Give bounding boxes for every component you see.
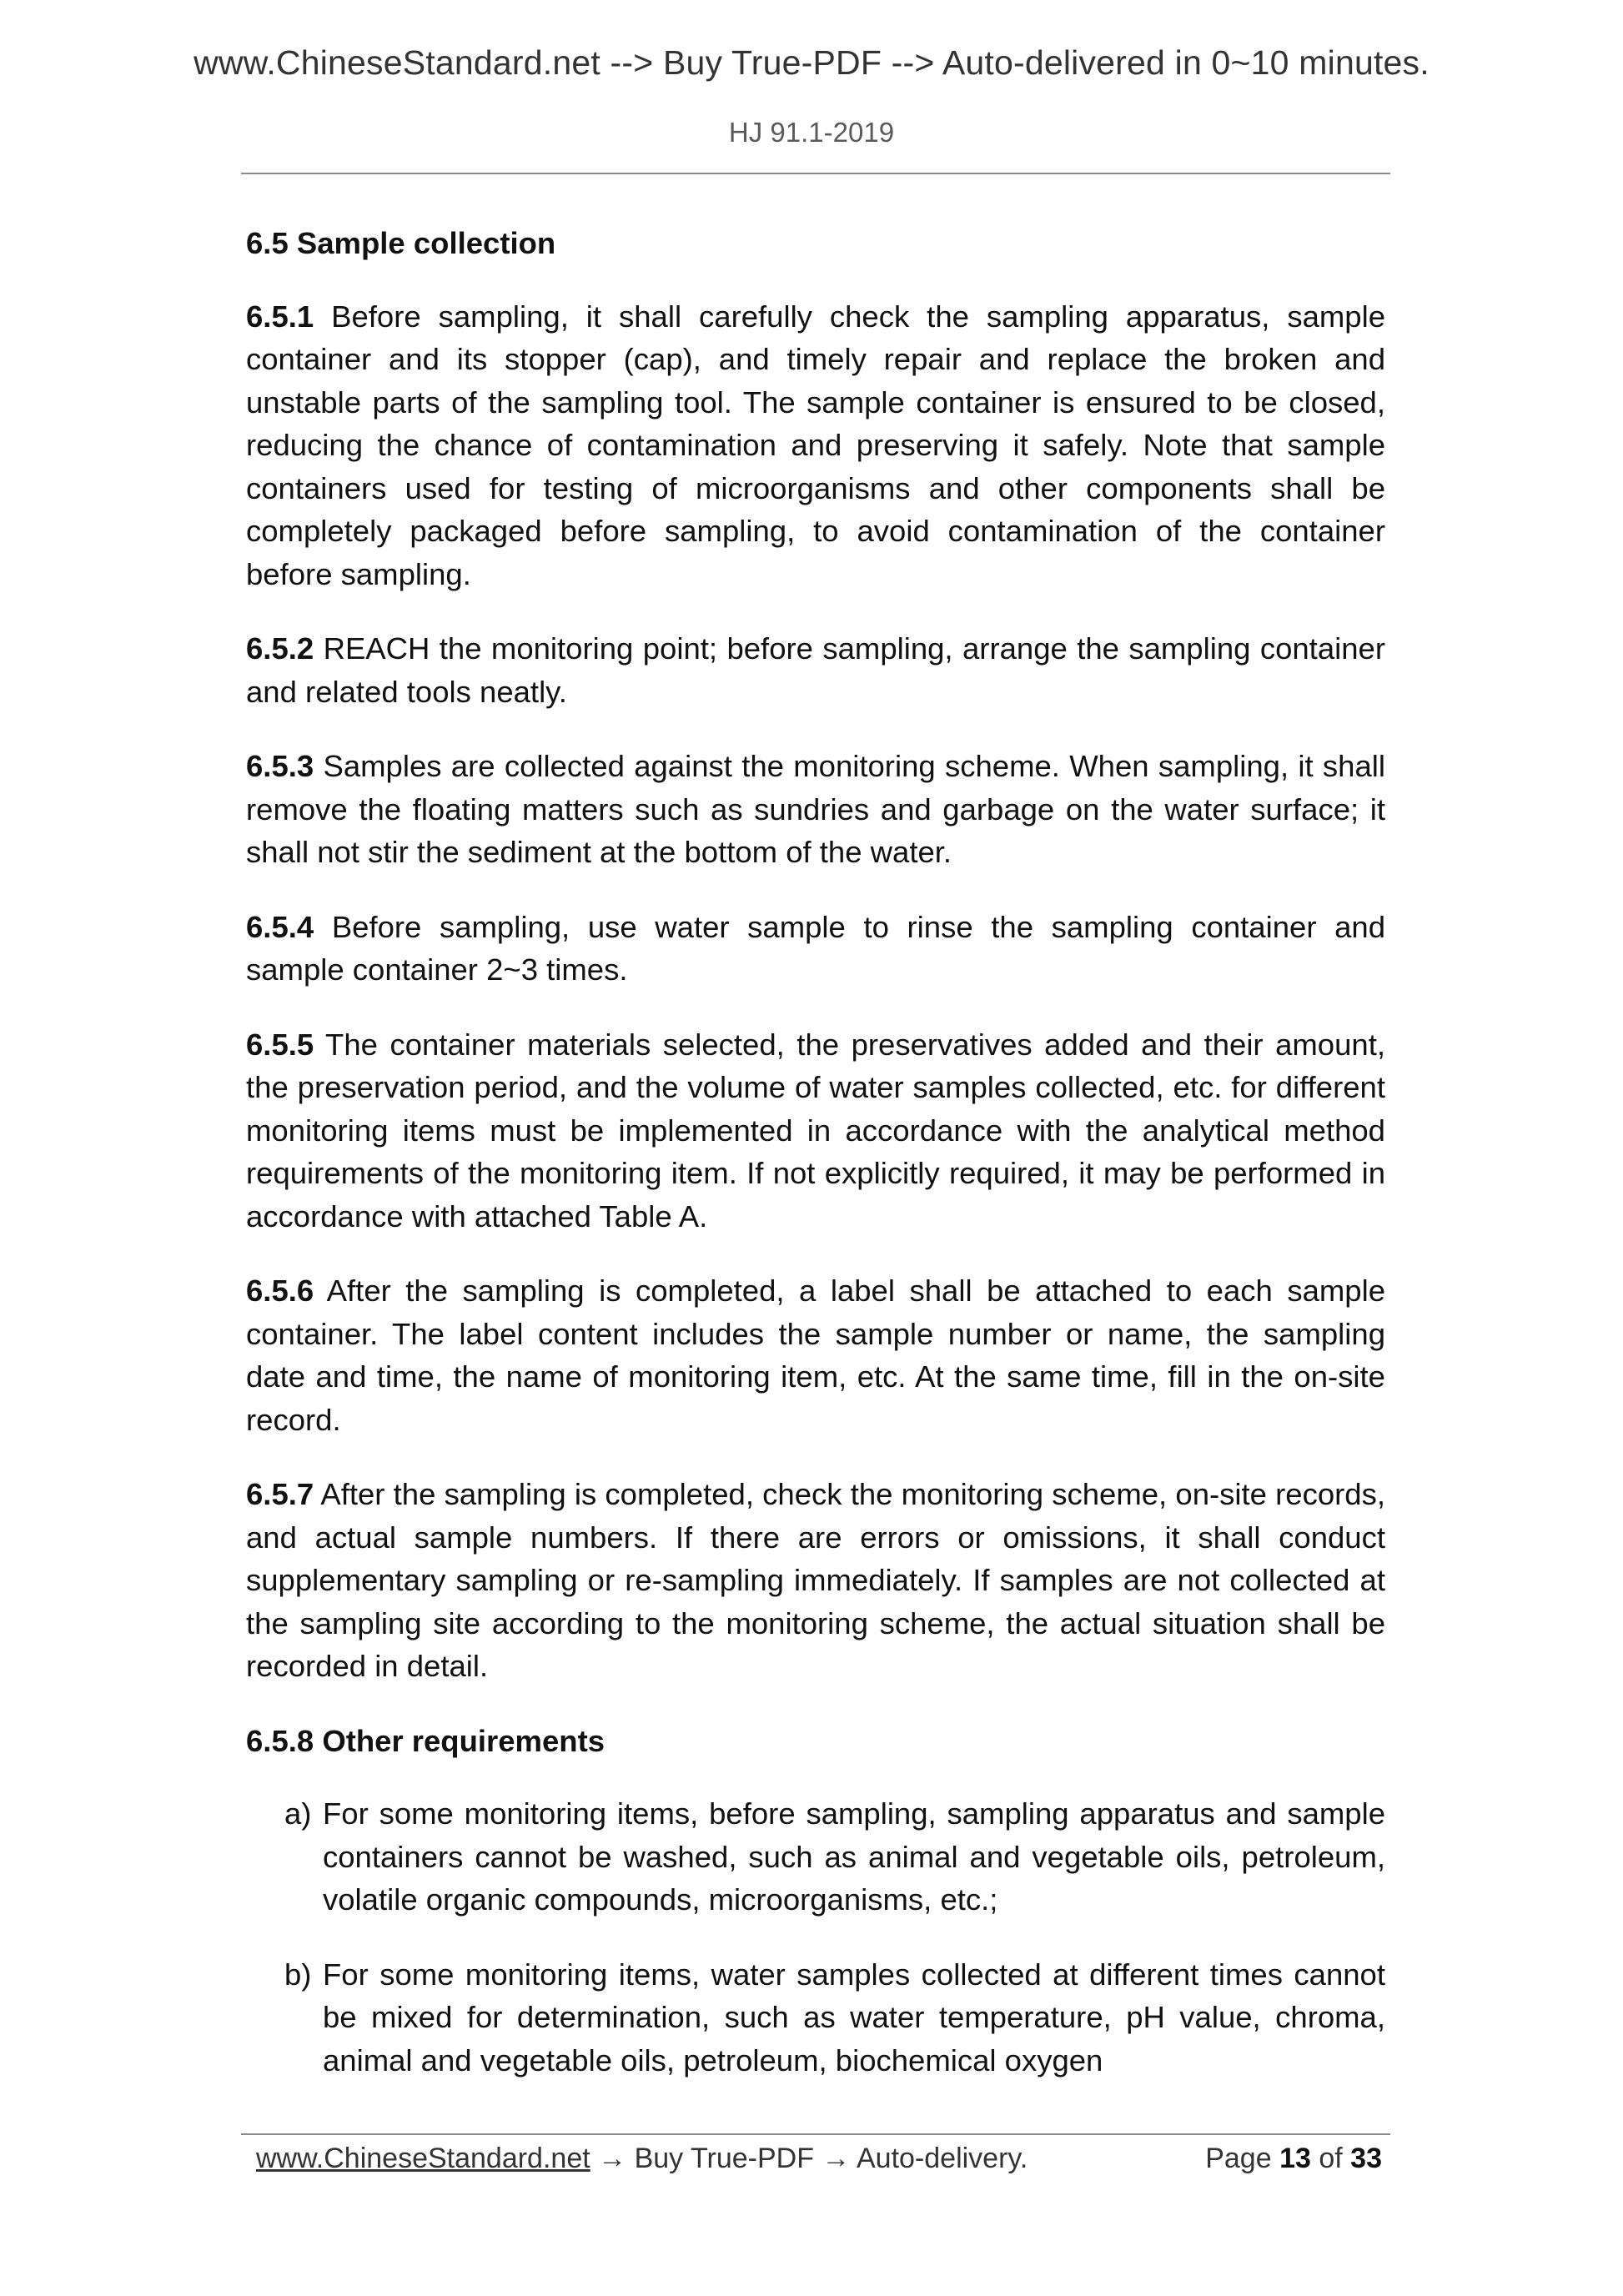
footer-promo-text: → Buy True-PDF → Auto-delivery.	[590, 2143, 1028, 2174]
current-page: 13	[1279, 2143, 1311, 2174]
clause-number: 6.5.5	[246, 1027, 314, 1062]
clause-6-5-4	[246, 906, 1385, 992]
subsection-heading: 6.5.8 Other requirements	[246, 1723, 605, 1758]
section-heading: 6.5 Sample collection	[246, 226, 556, 260]
list-item-b	[284, 1953, 1385, 2082]
footer-promo	[256, 2138, 1028, 2178]
clause-text: After the sampling is completed, a label shall be attached to each sample container. The label content includes the sample number or name, the sampling date and time, the name of monitoring item, etc. At the same time, fill in the on-site record.	[246, 1274, 1385, 1437]
clause-text: After the sampling is completed, check the monitoring scheme, on-site records, and actual sample numbers. If there are errors or omissions, it shall conduct supplementary sampling or re-sampling immediately. If samples are not collected at the sampling site according to the monitoring scheme, the actual situation shall be recorded in detail.	[246, 1477, 1385, 1683]
footer-divider	[241, 2133, 1390, 2135]
top-banner: www.ChineseStandard.net --> Buy True-PDF --> Auto-delivered in 0~10 minutes.	[193, 43, 1430, 82]
clause-number: 6.5.6	[246, 1274, 314, 1308]
clause-6-5-7	[246, 1473, 1385, 1688]
clause-number: 6.5.3	[246, 749, 314, 783]
list-marker: a)	[284, 1796, 312, 1831]
clause-text: REACH the monitoring point; before sampling, arrange the sampling container and related tools neatly.	[246, 631, 1385, 709]
clause-text: Samples are collected against the monitoring scheme. When sampling, it shall remove the floating matters such as sundries and garbage on the water surface; it shall not stir the sediment at the bottom of the water.	[246, 749, 1385, 869]
clause-text: Before sampling, use water sample to rinse the sampling container and sample container 2~3 times.	[246, 909, 1385, 987]
page-label: Page	[1205, 2143, 1272, 2174]
list-item-a	[284, 1792, 1385, 1922]
clause-number: 6.5.7	[246, 1477, 314, 1511]
clause-number: 6.5.4	[246, 909, 314, 944]
header-divider	[241, 173, 1390, 174]
clause-6-5-2	[246, 627, 1385, 713]
clause-6-5-6	[246, 1269, 1385, 1441]
document-code: HJ 91.1-2019	[728, 117, 895, 148]
list-item-text: For some monitoring items, before sampling, sampling apparatus and sample containers cannot be washed, such as animal and vegetable oils, petroleum, volatile organic compounds, microorganisms, etc.;	[323, 1796, 1385, 1917]
list-item-text: For some monitoring items, water samples collected at different times cannot be mixed for determination, such as water temperature, pH value, chroma, animal and vegetable oils, petroleum, biochemical oxygen	[323, 1957, 1385, 2077]
clause-text: Before sampling, it shall carefully check the sampling apparatus, sample container and its stopper (cap), and timely repair and replace the broken and unstable parts of the sampling tool. The sample container is ensured to be closed, reducing the chance of contamination and preserving it safely. Note that sample containers used for testing of microorganisms and other components shall be completely packaged before sampling, to avoid contamination of the container before sampling.	[246, 299, 1385, 591]
clause-6-5-3	[246, 745, 1385, 874]
site-link[interactable]: www.ChineseStandard.net	[256, 2143, 590, 2174]
total-pages: 33	[1350, 2143, 1382, 2174]
clause-number: 6.5.2	[246, 631, 314, 666]
clause-6-5-5	[246, 1023, 1385, 1238]
clause-6-5-1	[246, 295, 1385, 596]
page-body	[246, 222, 1385, 2113]
list-marker: b)	[284, 1957, 312, 1992]
clause-text: The container materials selected, the preservatives added and their amount, the preservation period, and the volume of water samples collected, etc. for different monitoring items must be implemented in accordance with the analytical method requirements of the monitoring item. If not explicitly required, it may be performed in accordance with attached Table A.	[246, 1027, 1385, 1233]
page-of-label: of	[1319, 2143, 1343, 2174]
page-number	[1205, 2138, 1382, 2178]
clause-number: 6.5.1	[246, 299, 314, 334]
